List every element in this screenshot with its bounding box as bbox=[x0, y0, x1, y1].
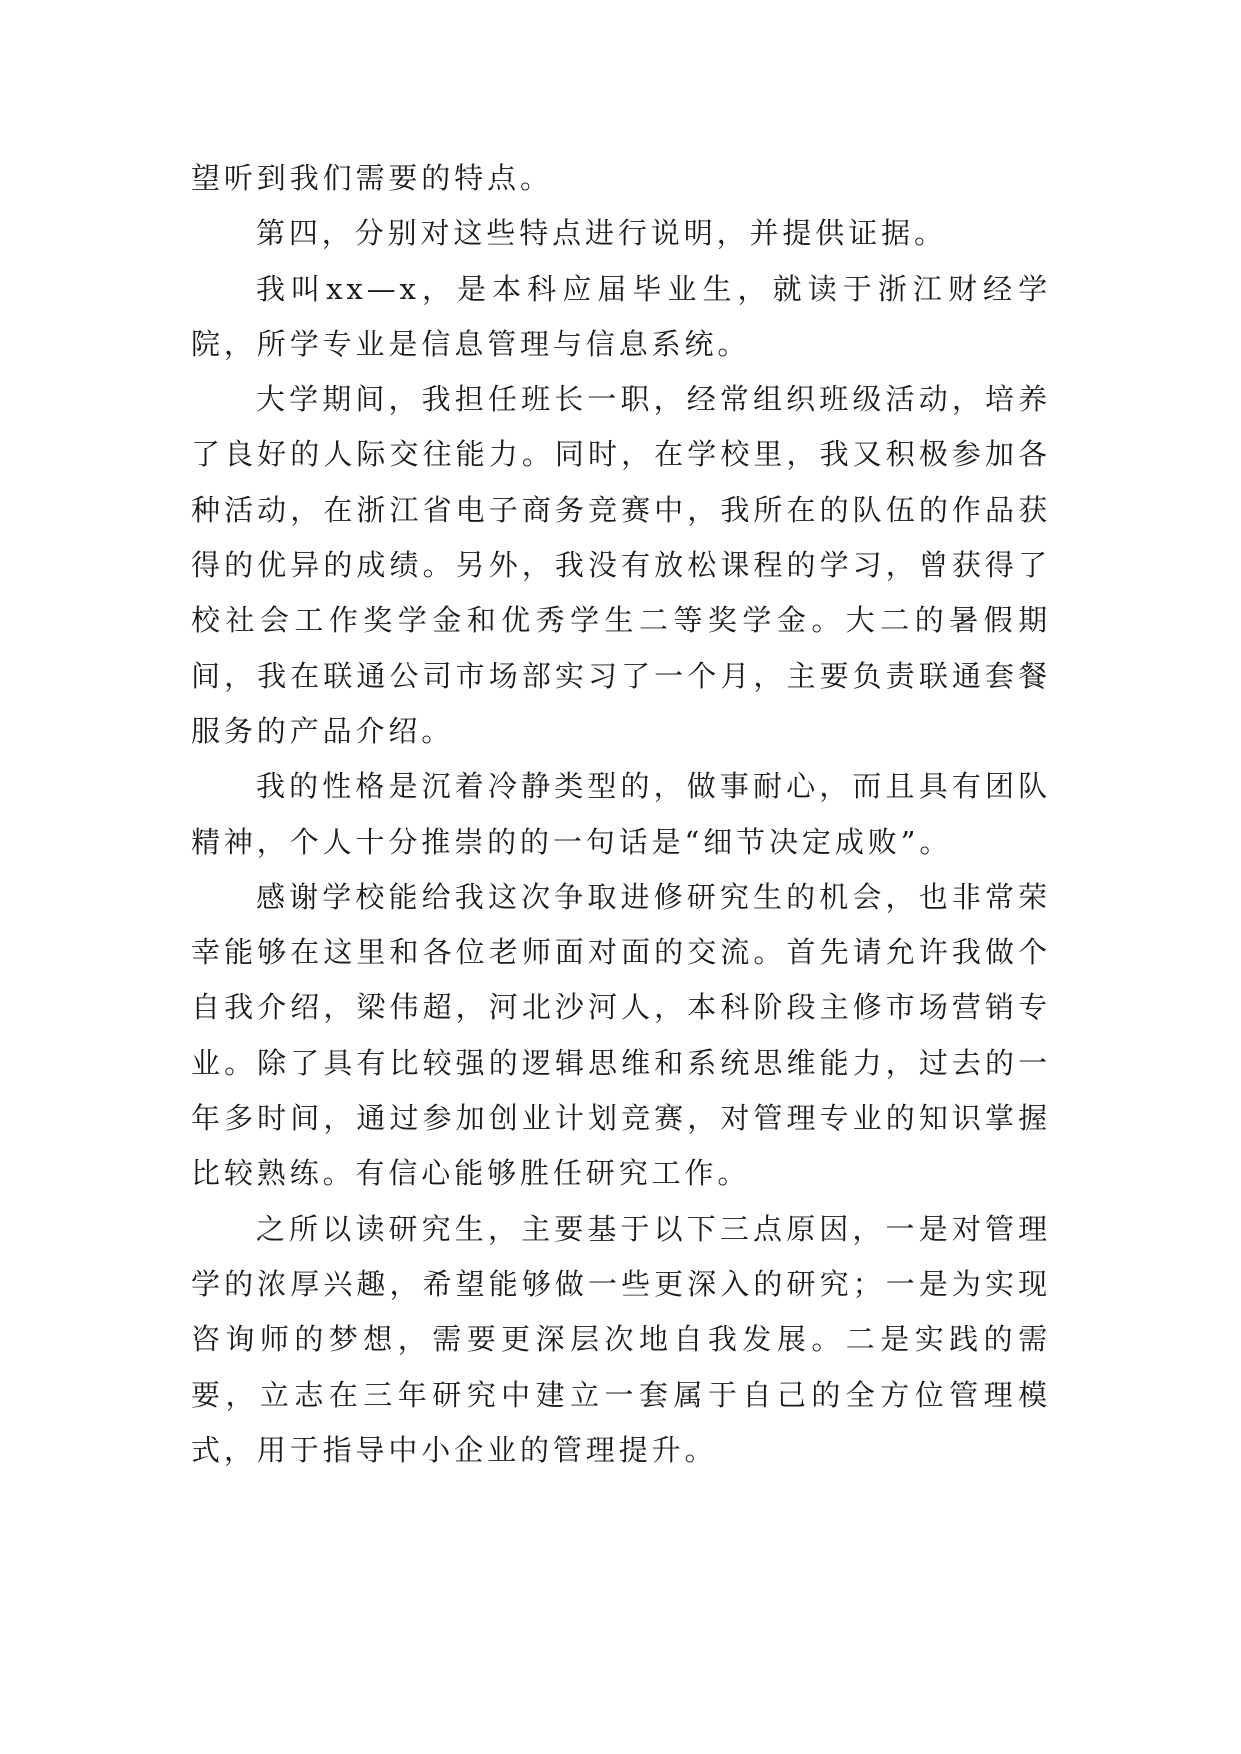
document-body bbox=[191, 151, 1051, 1478]
paragraph-reasons: 之所以读研究生，主要基于以下三点原因，一是对管理学的浓厚兴趣，希望能够做一些更深入的研究；一是为实现咨询师的梦想，需要更深层次地自我发展。二是实践的需要，立志在三年研究中建立一套属于自己的全方位管理模式，用于指导中小企业的管理提升。 bbox=[191, 1211, 1051, 1467]
paragraph-university-experience: 大学期间，我担任班长一职，经常组织班级活动，培养了良好的人际交往能力。同时，在学校里，我又积极参加各种活动，在浙江省电子商务竞赛中，我所在的队伍的作品获得的优异的成绩。另外，我没有放松课程的学习，曾获得了校社会工作奖学金和优秀学生二等奖学金。大二的暑假期间，我在联通公司市场部实习了一个月，主要负责联通套餐服务的产品介绍。 bbox=[191, 382, 1051, 748]
paragraph-continuation: 望听到我们需要的特点。 bbox=[191, 161, 553, 195]
paragraph-self-intro: 我叫xx—x，是本科应届毕业生，就读于浙江财经学院，所学专业是信息管理与信息系统。 bbox=[191, 271, 1051, 361]
paragraph-point-four: 第四，分别对这些特点进行说明，并提供证据。 bbox=[256, 216, 947, 251]
paragraph-personality: 我的性格是沉着冷静类型的，做事耐心，而且具有团队精神，个人十分推崇的的一句话是“细节决定成败”。 bbox=[191, 769, 1051, 859]
paragraph-gratitude-intro: 感谢学校能给我这次争取进修研究生的机会，也非常荣幸能够在这里和各位老师面对面的交流。首先请允许我做个自我介绍，梁伟超，河北沙河人，本科阶段主修市场营销专业。除了具有比较强的逻辑思维和系统思维能力，过去的一年多时间，通过参加创业计划竞赛，对管理专业的知识掌握比较熟练。有信心能够胜任研究工作。 bbox=[191, 879, 1051, 1191]
